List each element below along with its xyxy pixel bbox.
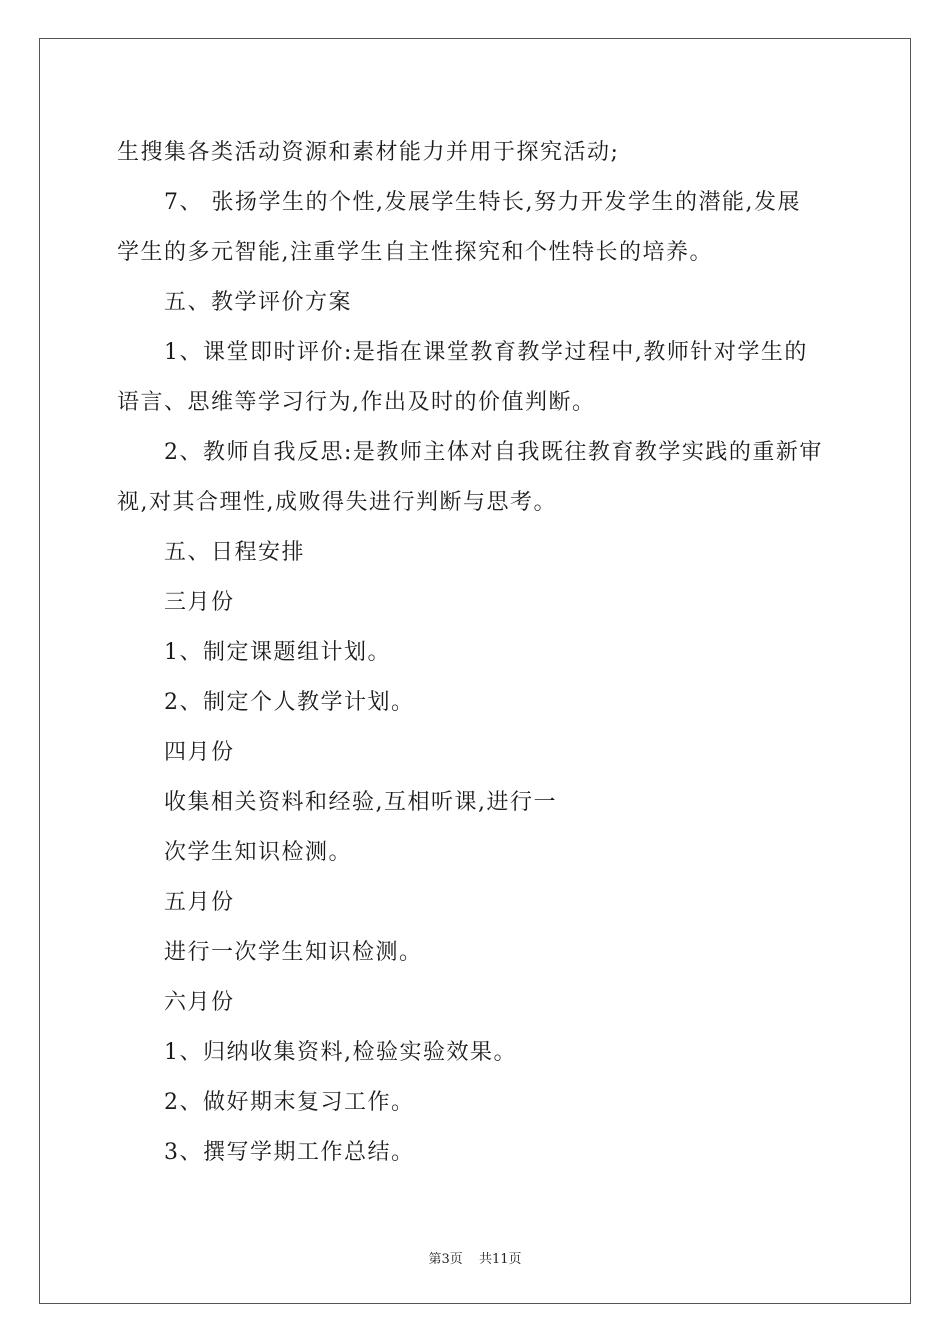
month-heading: 五月份 (164, 890, 235, 915)
list-item: 2、制定个人教学计划。 (164, 690, 415, 715)
month-heading: 六月份 (164, 990, 235, 1015)
page-total: 共11页 (478, 1252, 522, 1267)
section-heading: 五、日程安排 (164, 540, 306, 565)
text-line: 学生的多元智能,注重学生自主性探究和个性特长的培养。 (117, 240, 713, 265)
page-footer (0, 1248, 950, 1267)
month-heading: 四月份 (164, 740, 235, 765)
text-line: 收集相关资料和经验,互相听课,进行一 (164, 790, 557, 815)
text-line: 2、教师自我反思:是教师主体对自我既往教育教学实践的重新审 (164, 440, 823, 465)
month-heading: 三月份 (164, 590, 235, 615)
text-line: 进行一次学生知识检测。 (164, 940, 423, 965)
text-line: 生搜集各类活动资源和素材能力并用于探究活动; (117, 140, 620, 165)
text-line: 1、课堂即时评价:是指在课堂教育教学过程中,教师针对学生的 (164, 340, 808, 365)
list-item: 1、制定课题组计划。 (164, 640, 391, 665)
section-heading: 五、教学评价方案 (164, 290, 353, 315)
page-number: 第3页 (428, 1252, 463, 1267)
text-line: 语言、思维等学习行为,作出及时的价值判断。 (117, 390, 596, 415)
text-line: 7、 张扬学生的个性,发展学生特长,努力开发学生的潜能,发展 (164, 190, 801, 215)
list-item: 2、做好期末复习工作。 (164, 1090, 415, 1115)
list-item: 1、归纳收集资料,检验实验效果。 (164, 1040, 517, 1065)
list-item: 3、撰写学期工作总结。 (164, 1140, 415, 1165)
document-body (117, 128, 837, 1178)
text-line: 次学生知识检测。 (164, 840, 353, 865)
text-line: 视,对其合理性,成败得失进行判断与思考。 (117, 490, 557, 515)
